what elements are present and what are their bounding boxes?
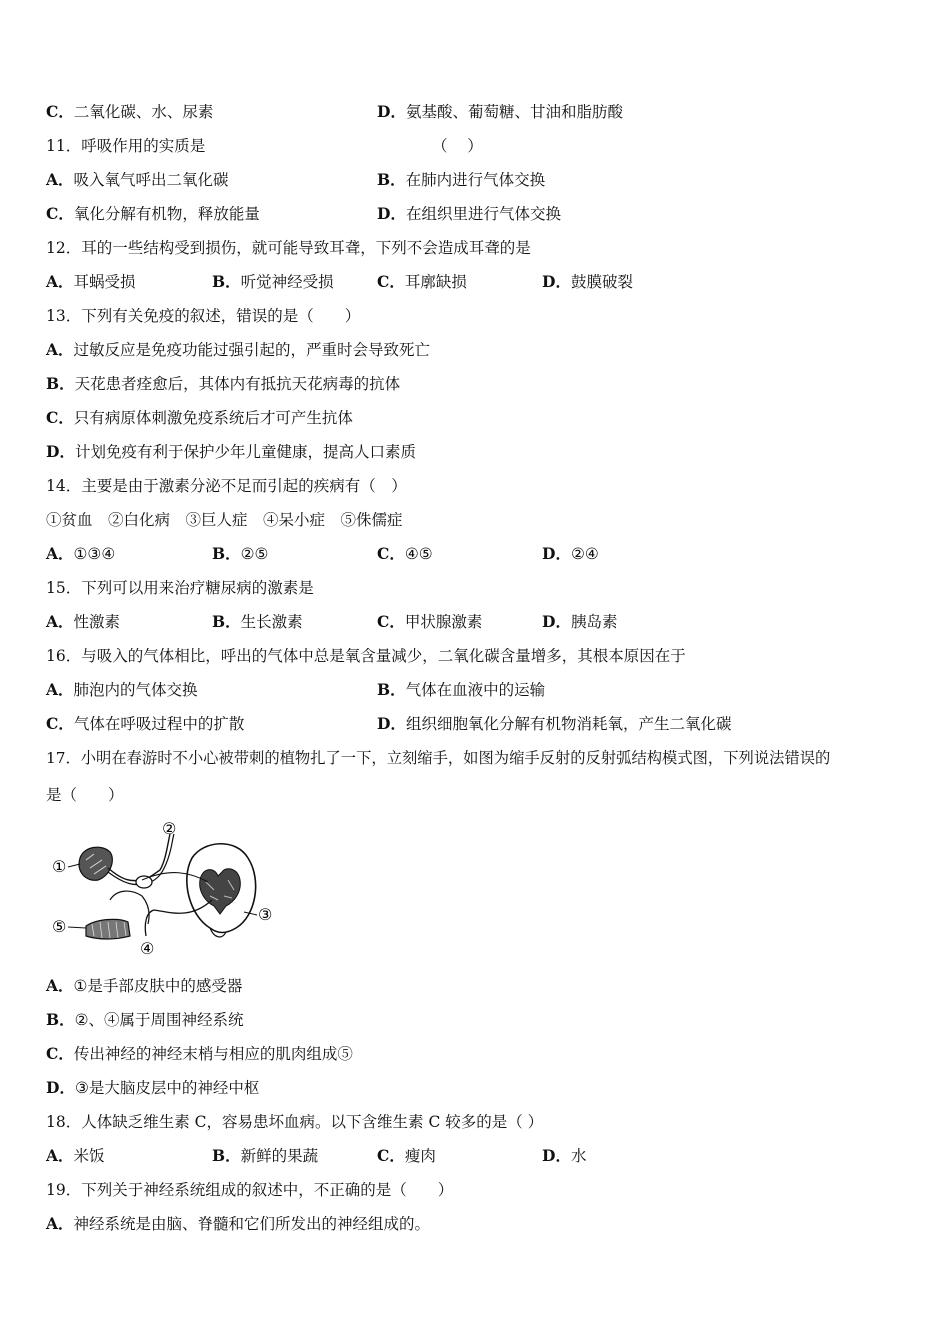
q11-option-b: B．在肺内进行气体交换 — [377, 170, 546, 189]
q11-option-d: D．在组织里进行气体交换 — [377, 204, 561, 223]
q12-option-b: B．听觉神经受损 — [212, 272, 334, 291]
q16-option-c: C．气体在呼吸过程中的扩散 — [46, 714, 245, 733]
option-letter: C． — [46, 1044, 74, 1063]
q17-option-b: B．②、④属于周围神经系统 — [46, 1010, 244, 1029]
q12-options — [46, 272, 916, 292]
q19-option-a: A．神经系统是由脑、脊髓和它们所发出的神经组成的。 — [46, 1214, 431, 1233]
option-letter: D． — [542, 544, 571, 563]
q14-option-b: B．②⑤ — [212, 544, 269, 563]
q14-stem: 14．主要是由于激素分泌不足而引起的疾病有（ ） — [46, 477, 407, 495]
q10-options-cd — [46, 102, 916, 122]
q15-option-d: D．胰岛素 — [542, 612, 618, 631]
option-letter: C． — [377, 612, 405, 631]
q19-stem: 19．下列关于神经系统组成的叙述中，不正确的是（ ） — [46, 1181, 454, 1199]
q13-option-b: B．天花患者痊愈后，其体内有抵抗天花病毒的抗体 — [46, 374, 401, 393]
q11-options-ab — [46, 170, 916, 190]
q17-stem-line2: 是（ ） — [46, 786, 124, 804]
option-letter: C． — [46, 102, 74, 121]
q15-option-a: A．性激素 — [46, 612, 121, 631]
q11-answer-blank: （ ） — [432, 137, 483, 155]
q12-stem: 12．耳的一些结构受到损伤，就可能导致耳聋，下列不会造成耳聋的是 — [46, 239, 531, 257]
q18-option-b: B．新鲜的果蔬 — [212, 1146, 319, 1165]
q15-stem: 15．下列可以用来治疗糖尿病的激素是 — [46, 579, 314, 597]
option-letter: A． — [46, 272, 74, 291]
q11-option-a: A．吸入氧气呼出二氧化碳 — [46, 170, 229, 189]
q12-option-d: D．鼓膜破裂 — [542, 272, 633, 291]
q10-option-c: C．二氧化碳、水、尿素 — [46, 102, 214, 121]
q18-option-d: D．水 — [542, 1146, 587, 1165]
option-letter: A． — [46, 544, 74, 563]
q15-option-c: C．甲状腺激素 — [377, 612, 483, 631]
q13-option-c: C．只有病原体刺激免疫系统后才可产生抗体 — [46, 408, 353, 427]
q17-option-d: D．③是大脑皮层中的神经中枢 — [46, 1078, 260, 1097]
option-letter: B． — [212, 1146, 241, 1165]
option-letter: A． — [46, 340, 74, 359]
q18-options — [46, 1146, 916, 1166]
q18-option-c: C．瘦肉 — [377, 1146, 436, 1165]
q16-option-a: A．肺泡内的气体交换 — [46, 680, 198, 699]
q13-stem: 13．下列有关免疫的叙述，错误的是（ ） — [46, 307, 361, 325]
option-letter: C． — [46, 204, 74, 223]
diagram-label-2: ② — [162, 820, 177, 838]
q11-stem-row — [46, 136, 916, 156]
q16-option-b: B．气体在血液中的运输 — [377, 680, 546, 699]
option-letter: C． — [377, 544, 405, 563]
diagram-label-5: ⑤ — [52, 917, 67, 936]
option-letter: B． — [212, 544, 241, 563]
option-letter: B． — [212, 612, 241, 631]
q14-option-c: C．④⑤ — [377, 544, 433, 563]
option-letter: D． — [46, 1078, 75, 1097]
option-letter: B． — [212, 272, 241, 291]
option-letter: B． — [377, 170, 406, 189]
q14-option-d: D．②④ — [542, 544, 599, 563]
option-letter: A． — [46, 680, 74, 699]
q16-stem: 16．与吸入的气体相比，呼出的气体中总是氧含量减少，二氧化碳含量增多，其根本原因在于 — [46, 647, 686, 665]
q14-option-a: A．①③④ — [46, 544, 116, 563]
q17-option-c: C．传出神经的神经末梢与相应的肌肉组成⑤ — [46, 1044, 353, 1063]
option-letter: C． — [46, 408, 74, 427]
q16-options-ab — [46, 680, 916, 700]
diagram-label-3: ③ — [258, 905, 273, 924]
option-letter: C． — [377, 272, 405, 291]
option-letter: B． — [377, 680, 406, 699]
diagram-label-4: ④ — [140, 939, 155, 958]
reflex-arc-diagram — [50, 820, 274, 960]
option-letter: D． — [377, 204, 406, 223]
diagram-label-1: ① — [52, 857, 67, 876]
option-letter: D． — [377, 714, 406, 733]
q17-stem-line1: 17．小明在春游时不小心被带刺的植物扎了一下，立刻缩手，如图为缩手反射的反射弧结构模式图，下列说法错误的 — [46, 749, 831, 767]
q18-option-a: A．米饭 — [46, 1146, 105, 1165]
option-letter: D． — [542, 612, 571, 631]
option-letter: B． — [46, 1010, 75, 1029]
q12-option-c: C．耳廓缺损 — [377, 272, 467, 291]
q13-option-a: A．过敏反应是免疫功能过强引起的，严重时会导致死亡 — [46, 340, 431, 359]
q15-option-b: B．生长激素 — [212, 612, 303, 631]
q12-option-a: A．耳蜗受损 — [46, 272, 136, 291]
option-letter: A． — [46, 612, 74, 631]
option-letter: A． — [46, 976, 74, 995]
option-letter: C． — [377, 1146, 405, 1165]
q11-stem: 11．呼吸作用的实质是 — [46, 137, 206, 155]
q15-options — [46, 612, 916, 632]
ganglion-shape — [136, 876, 152, 888]
option-letter: D． — [542, 272, 571, 291]
option-letter: D． — [542, 1146, 571, 1165]
q16-option-d: D．组织细胞氧化分解有机物消耗氧，产生二氧化碳 — [377, 714, 732, 733]
q11-option-c: C．氧化分解有机物，释放能量 — [46, 204, 260, 223]
option-letter: A． — [46, 1214, 74, 1233]
option-letter: B． — [46, 374, 75, 393]
q10-option-d: D．氨基酸、葡萄糖、甘油和脂肪酸 — [377, 102, 623, 121]
q16-options-cd — [46, 714, 916, 734]
q18-stem: 18．人体缺乏维生素 C，容易患坏血病。以下含维生素 C 较多的是（ ） — [46, 1113, 544, 1131]
option-letter: D． — [377, 102, 406, 121]
option-letter: D． — [46, 442, 75, 461]
q14-options — [46, 544, 916, 564]
q11-options-cd — [46, 204, 916, 224]
q13-option-d: D．计划免疫有利于保护少年儿童健康，提高人口素质 — [46, 442, 416, 461]
option-letter: A． — [46, 1146, 74, 1165]
q17-option-a: A．①是手部皮肤中的感受器 — [46, 976, 243, 995]
option-letter: A． — [46, 170, 74, 189]
q14-items: ①贫血 ②白化病 ③巨人症 ④呆小症 ⑤侏儒症 — [46, 511, 403, 529]
option-letter: C． — [46, 714, 74, 733]
